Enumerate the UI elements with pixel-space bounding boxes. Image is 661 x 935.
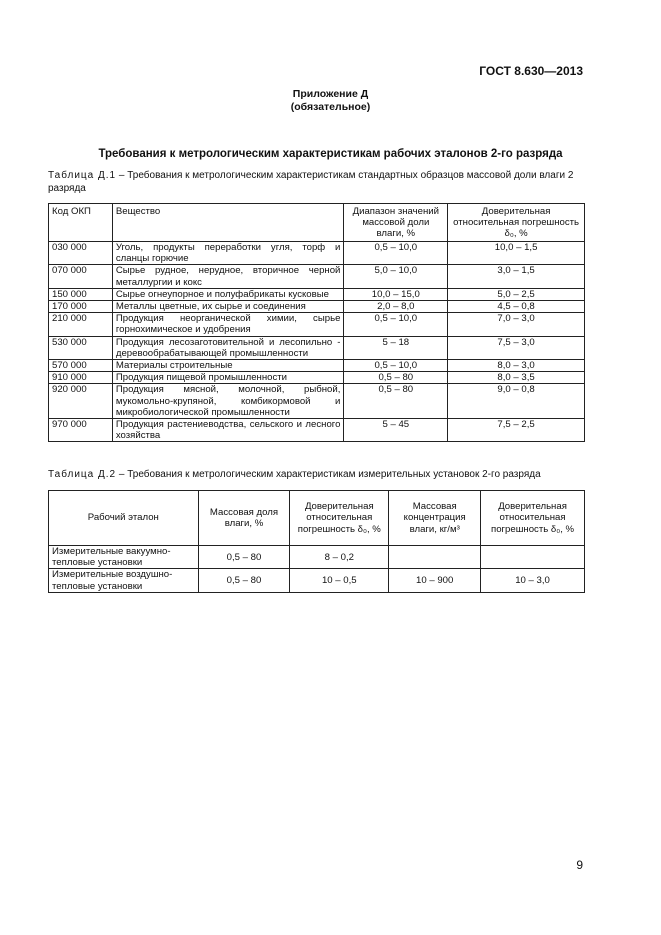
table1-cell: 0,5 – 80	[344, 384, 448, 419]
annex-status: (обязательное)	[290, 101, 371, 113]
table1-row	[49, 265, 585, 288]
table2-caption-text: – Требования к метрологическим характеристикам измерительных установок 2-го разряда	[116, 469, 541, 480]
table1-cell: 8,0 – 3,5	[448, 372, 585, 384]
table1-header-range: Диапазон значений массовой доли влаги, %	[344, 204, 448, 242]
table1-cell: 3,0 – 1,5	[448, 265, 585, 288]
table1-cell: 070 000	[49, 265, 113, 288]
table1-cell: 910 000	[49, 372, 113, 384]
table1-row	[49, 242, 585, 265]
table2-body	[49, 546, 585, 593]
table1-cell: 030 000	[49, 242, 113, 265]
table1-cell: 970 000	[49, 419, 113, 442]
table1-cell: 0,5 – 10,0	[344, 313, 448, 336]
table2-caption-label: Таблица Д.2	[48, 469, 117, 480]
table1-row	[49, 336, 585, 359]
table2-cell: 10 – 3,0	[481, 569, 585, 592]
table1-cell: 5,0 – 2,5	[448, 288, 585, 300]
table1-cell: 170 000	[49, 301, 113, 313]
table1-cell: Продукция лесозаготовительной и лесопильно - деревообрабатывающей промышленности	[112, 336, 344, 359]
page-number: 9	[576, 858, 583, 872]
table1-cell: Продукция мясной, молочной, рыбной, мукомольно-крупяной, комбикормовой и микробиологической промышленности	[112, 384, 344, 419]
table1-row	[49, 301, 585, 313]
table2-header-mass-fraction: Массовая доля влаги, %	[198, 491, 290, 546]
table1-cell: 8,0 – 3,0	[448, 360, 585, 372]
table1-cell: Продукция неорганической химии, сырье горнохимическое и удобрения	[112, 313, 344, 336]
table1-cell: 7,0 – 3,0	[448, 313, 585, 336]
table1-cell: 0,5 – 10,0	[344, 242, 448, 265]
table1-header-code: Код ОКП	[49, 204, 113, 242]
table1-cell: Продукция растениеводства, сельского и лесного хозяйства	[112, 419, 344, 442]
table1-row	[49, 313, 585, 336]
table2-cell: 8 – 0,2	[290, 546, 389, 569]
table1-cell: 4,5 – 0,8	[448, 301, 585, 313]
table1-cell: 5 – 45	[344, 419, 448, 442]
table1-caption-text: – Требования к метрологическим характеристикам стандартных образцов массовой доли влаги 2 разряда	[48, 170, 574, 194]
table2-cell: Измерительные воздушно-тепловые установки	[49, 569, 199, 592]
table1-cell: 10,0 – 15,0	[344, 288, 448, 300]
annex-heading	[0, 88, 661, 114]
table1-row	[49, 360, 585, 372]
table1-cell: 570 000	[49, 360, 113, 372]
table1-cell: Сырье огнеупорное и полуфабрикаты кусковые	[112, 288, 344, 300]
table1-header-error: Доверительная относительная погрешность δ₀, %	[448, 204, 585, 242]
table1-cell: 0,5 – 80	[344, 372, 448, 384]
table2-row	[49, 546, 585, 569]
table1-cell: 2,0 – 8,0	[344, 301, 448, 313]
table1-cell: 5 – 18	[344, 336, 448, 359]
table1-cell: Материалы строительные	[112, 360, 344, 372]
table1-cell: 150 000	[49, 288, 113, 300]
table2-header-error-1: Доверительная относительная погрешность δ₀, %	[290, 491, 389, 546]
table2	[48, 490, 585, 593]
table1-header-row	[49, 204, 585, 242]
table1-caption-label: Таблица Д.1	[48, 170, 117, 181]
standard-number: ГОСТ 8.630—2013	[479, 64, 583, 78]
table2-header-standard: Рабочий эталон	[49, 491, 199, 546]
table2-header-error-2: Доверительная относительная погрешность δ₀, %	[481, 491, 585, 546]
table2-header-concentration: Массовая концентрация влаги, кг/м³	[389, 491, 481, 546]
table1-cell: 10,0 – 1,5	[448, 242, 585, 265]
table1-cell: Уголь, продукты переработки угля, торф и сланцы горючие	[112, 242, 344, 265]
table2-cell: 10 – 0,5	[290, 569, 389, 592]
table2-cell	[481, 546, 585, 569]
table1-caption	[48, 170, 588, 195]
table2-header-row	[49, 491, 585, 546]
table1-cell: 7,5 – 2,5	[448, 419, 585, 442]
table1-cell: 210 000	[49, 313, 113, 336]
table1-cell: 9,0 – 0,8	[448, 384, 585, 419]
table1-row	[49, 384, 585, 419]
table1-cell: 530 000	[49, 336, 113, 359]
table2-cell: 0,5 – 80	[198, 546, 290, 569]
table1-cell: Продукция пищевой промышленности	[112, 372, 344, 384]
table2-row	[49, 569, 585, 592]
table2-cell	[389, 546, 481, 569]
main-title: Требования к метрологическим характеристикам рабочих эталонов 2-го разряда	[98, 148, 563, 160]
table1-row	[49, 372, 585, 384]
table1-cell: Металлы цветные, их сырье и соединения	[112, 301, 344, 313]
table2-cell: Измерительные вакуумно-тепловые установки	[49, 546, 199, 569]
table1-cell: 7,5 – 3,0	[448, 336, 585, 359]
table1-cell: Сырье рудное, нерудное, вторичное черной металлургии и кокс	[112, 265, 344, 288]
table2-cell: 10 – 900	[389, 569, 481, 592]
table1-row	[49, 419, 585, 442]
table1-row	[49, 288, 585, 300]
table2-caption	[48, 469, 588, 482]
table2-cell: 0,5 – 80	[198, 569, 290, 592]
table1	[48, 203, 585, 442]
table1-cell: 920 000	[49, 384, 113, 419]
table1-header-substance: Вещество	[112, 204, 344, 242]
table1-cell: 5,0 – 10,0	[344, 265, 448, 288]
table1-body	[49, 242, 585, 442]
annex-title: Приложение Д	[292, 88, 369, 100]
table1-cell: 0,5 – 10,0	[344, 360, 448, 372]
